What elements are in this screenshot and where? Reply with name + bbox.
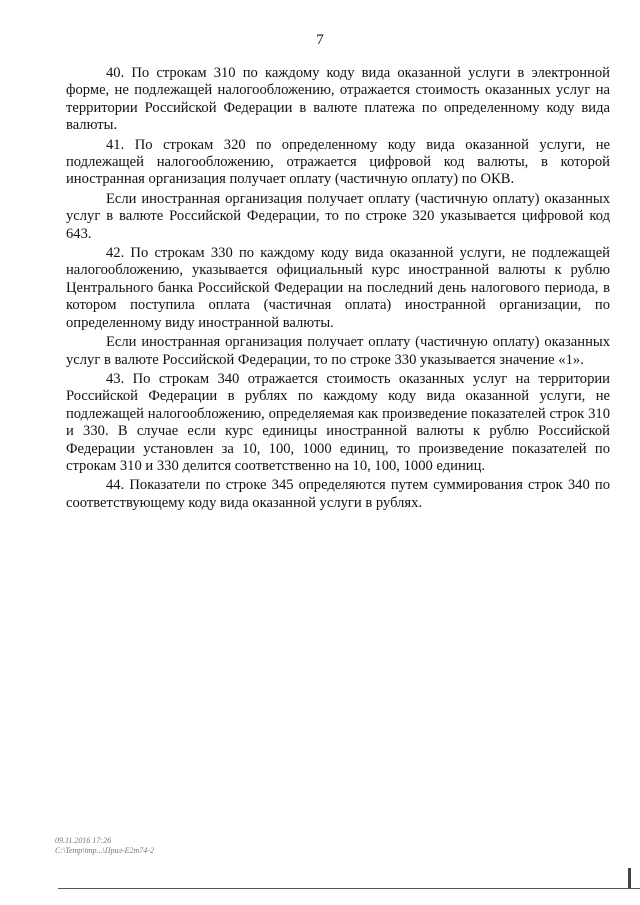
footer-file-path: C:\Temp\tmp...\Прил-Е2т74-2 xyxy=(55,846,154,855)
paragraph-42-note: Если иностранная организация получает оплату (частичную оплату) оказанных услуг в валюте Российской Федерации, то по строке 330 указывается значение «1». xyxy=(66,334,610,368)
footer-timestamp: 09.11.2016 17:26 xyxy=(55,836,112,845)
paragraph-42: 42. По строкам 330 по каждому коду вида оказанной услуги, не подлежащей налогообложению, указывается официальный курс иностранной валюты к рублю Центрального банка Российской Федерации на последний день налогового периода, в котором поступила оплата (частичная оплата) иностранной организации, по определенному виду иностранной валюты. xyxy=(66,245,610,331)
scan-edge-mark xyxy=(628,868,631,888)
paragraph-40: 40. По строкам 310 по каждому коду вида оказанной услуги в электронной форме, не подлежащей налогообложению, отражается стоимость оказанных услуг на территории Российской Федерации в валюте платежа по определенному коду вида валюты. xyxy=(66,65,610,134)
bottom-scan-rule xyxy=(58,888,640,889)
paragraph-41: 41. По строкам 320 по определенному коду вида оказанной услуги, не подлежащей налогообложению, отражается цифровой код валюты, в которой иностранная организация получает оплату (частичную оплату) по ОКВ. xyxy=(66,136,610,188)
print-footer xyxy=(55,836,154,856)
paragraph-43: 43. По строкам 340 отражается стоимость оказанных услуг на территории Российской Федерации в рублях по каждому коду вида оказанной услуги, не подлежащей налогообложению, определяемая как произведение показателей строк 310 и 330. В случае если курс единицы иностранной валюты к рублю Российской Федерации установлен за 10, 100, 1000 единиц, то произведение показателей по строкам 310 и 330 делится соответственно на 10, 100, 1000 единиц. xyxy=(66,370,610,474)
page-number: 7 xyxy=(316,32,324,48)
paragraph-44: 44. Показатели по строке 345 определяются путем суммирования строк 340 по соответствующему коду вида оказанной услуги в рублях. xyxy=(66,477,610,511)
paragraph-41-note: Если иностранная организация получает оплату (частичную оплату) оказанных услуг в валюте Российской Федерации, то по строке 320 указывается цифровой код 643. xyxy=(66,190,610,242)
document-body xyxy=(66,65,610,512)
